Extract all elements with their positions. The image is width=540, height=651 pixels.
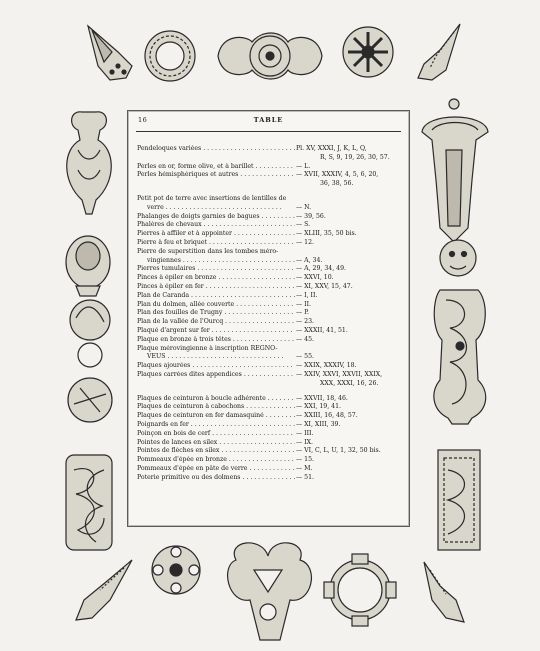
entry-label: Perles en or, forme olive, et à barillet . . . — [137, 163, 295, 172]
index-entry — [137, 465, 403, 474]
table-panel — [127, 110, 410, 527]
entry-plate-reference: Pl. XV, XXXI, J, K, L, Q, — [296, 145, 367, 152]
entry-label: Plaques de ceinturon à boucle adhérente . . . — [137, 395, 295, 404]
index-entry — [137, 180, 403, 189]
entry-plate-reference: — M. — [296, 464, 313, 472]
index-entry — [137, 274, 403, 283]
entry-label: Pommeaux d'épée en pâte de verre . . . — [137, 465, 295, 474]
entry-label: Plaques ajourées . . . — [137, 362, 295, 371]
entry-plate-reference: — 55. — [296, 353, 314, 361]
rect-plaque-right — [438, 450, 480, 550]
entry-plate-reference: — III. — [296, 429, 314, 437]
entry-label: Phalanges de doigts garnies de bagues . . . — [137, 213, 295, 222]
entry-plate-reference: — P. — [296, 309, 310, 317]
entry-plate-reference: — XLIII, 35, 50 bis. — [296, 230, 357, 238]
entry-label: Pierre à feu et briquet . . . — [137, 239, 295, 248]
interlace-plaque-left — [66, 455, 112, 550]
index-entries — [137, 145, 403, 482]
index-entry — [137, 195, 403, 204]
page-header — [138, 116, 399, 128]
entry-plate-reference: — XI, XIII, 39. — [296, 420, 341, 428]
zoomorphic-fibula-left — [67, 112, 112, 214]
entry-plate-reference: — XXIII, 16, 48, 57. — [296, 412, 358, 420]
index-entry — [137, 221, 403, 230]
index-entry — [137, 439, 403, 448]
index-entry — [137, 336, 403, 345]
entry-plate-reference: — N. — [296, 203, 312, 211]
index-entry — [137, 412, 403, 421]
ring-brooch-top — [145, 31, 195, 81]
ring-frame-bottom — [324, 554, 396, 626]
entry-label: Plan des fouilles de Trugny . . . — [137, 309, 295, 318]
entry-plate-reference: — I, II. — [296, 291, 318, 299]
entry-label: Pinces à épiler en fer . . . — [137, 283, 295, 292]
index-entry — [137, 230, 403, 239]
index-entry — [137, 309, 403, 318]
index-entry — [137, 430, 403, 439]
arrowhead-pendant-top-left — [88, 26, 132, 80]
entry-plate-reference: — 12. — [296, 238, 314, 246]
entry-plate-reference: — XXXII, 41, 51. — [296, 326, 348, 334]
mask-head-right — [440, 240, 476, 276]
entry-plate-reference: 36, 38, 56. — [320, 180, 354, 188]
entry-plate-reference: — L. — [296, 162, 311, 170]
entry-label: Plaques de ceinturon en fer damasquiné . . . — [137, 412, 295, 421]
entry-label: Plan de la vallée de l'Ourcq . . . — [137, 318, 295, 327]
entry-label: Phalères de chevaux . . . — [137, 221, 295, 230]
entry-label: Pinces à épiler en bronze . . . — [137, 274, 295, 283]
entry-label: Pendeloques variées . . . — [137, 145, 295, 154]
entry-plate-reference: — XXVII, 18, 46. — [296, 394, 348, 402]
entry-label: Pommeaux d'épée en bronze . . . — [137, 456, 295, 465]
entry-plate-reference: — XXVI, 10. — [296, 274, 334, 282]
entry-label: Plaqué d'argent sur fer . . . — [137, 327, 295, 336]
page-title: TABLE — [253, 116, 284, 124]
index-entry — [137, 257, 403, 266]
entry-label: Pointes de lances en silex . . . — [137, 439, 295, 448]
entry-label: Pierres tumulaires . . . — [137, 265, 295, 274]
entry-plate-reference: XXX, XXXI, 16, 26. — [320, 379, 379, 387]
entry-plate-reference: — XXIX, XXXIV, 18. — [296, 362, 357, 370]
entry-label: Perles hémisphériques et autres . . . — [137, 171, 295, 180]
entry-label: VEUS . . . — [147, 353, 295, 362]
entry-plate-reference: — XVII, XXXIV, 4, 5, 6, 20, — [296, 171, 379, 179]
entry-label: Plaques carrées dites appendices . . . — [137, 371, 295, 380]
entry-plate-reference: — 45. — [296, 335, 314, 343]
index-entry — [137, 403, 403, 412]
index-entry — [137, 456, 403, 465]
index-entry — [137, 395, 403, 404]
index-entry — [137, 145, 403, 154]
index-entry — [137, 213, 403, 222]
triple-loop-ornament-bottom — [228, 543, 312, 640]
index-entry — [137, 248, 403, 257]
leaf-pendant-bottom-right — [424, 562, 464, 622]
index-entry — [137, 171, 403, 180]
index-entry — [137, 163, 403, 172]
entry-plate-reference: — XXIV, XXVI, XXVII, XXIX, — [296, 370, 383, 378]
index-entry — [137, 292, 403, 301]
entry-plate-reference: — VI, C, L, U, 1, 32, 50 bis. — [296, 447, 381, 455]
index-entry — [137, 204, 403, 213]
entry-plate-reference: — 39, 56. — [296, 212, 326, 220]
rosette-disc-top — [343, 27, 393, 77]
entry-label: Pierre de superstition dans les tombes méro- — [137, 247, 279, 255]
index-entry — [137, 353, 403, 362]
entry-label: Poterie primitive ou des dolmens . . . — [137, 474, 295, 483]
index-entry — [137, 301, 403, 310]
index-entry — [137, 371, 403, 380]
entry-label: Plan de Caranda . . . — [137, 292, 295, 301]
entry-plate-reference: R, S, 9, 19, 26, 30, 57. — [320, 153, 390, 161]
index-entry — [137, 327, 403, 336]
index-entry — [137, 447, 403, 456]
entry-label: Petit pot de terre avec insertions de lentilles de — [137, 194, 287, 202]
index-entry — [137, 474, 403, 483]
entry-label: Poinçon en bois de cerf . . . — [137, 430, 295, 439]
entry-plate-reference: — IX. — [296, 438, 313, 446]
index-entry — [137, 380, 403, 389]
entry-label: Plan du dolmen, allée couverte . . . — [137, 301, 295, 310]
entry-plate-reference: — S. — [296, 221, 311, 229]
arrowhead-bottom-left — [76, 560, 132, 620]
page-number: 16 — [138, 116, 148, 124]
entry-label: vingiennes . . . — [147, 257, 295, 266]
entry-plate-reference: — 23. — [296, 318, 314, 326]
index-entry — [137, 265, 403, 274]
index-entry — [137, 154, 403, 163]
header-rule — [136, 131, 401, 132]
chain-pendant-left — [68, 300, 112, 422]
index-entry — [137, 283, 403, 292]
entry-plate-reference: — A, 29, 34, 49. — [296, 265, 347, 273]
index-entry — [137, 239, 403, 248]
radiate-fibula-right — [422, 99, 488, 242]
index-entry — [137, 318, 403, 327]
entry-label: Plaque en bronze à trois têtes . . . — [137, 336, 295, 345]
interlace-plate-right — [434, 290, 486, 424]
entry-plate-reference: — XXI, 19, 41. — [296, 403, 341, 411]
entry-label: Pierres à affiler et à appointer . . . — [137, 230, 295, 239]
disc-brooch-top-center — [218, 33, 322, 79]
shell-buckle-left — [66, 236, 110, 296]
leaf-pendant-top-right — [418, 24, 460, 80]
entry-label: Plaques de ceinturon à cabochons . . . — [137, 403, 295, 412]
openwork-rosette-bottom — [152, 546, 200, 594]
entry-plate-reference: — II. — [296, 300, 312, 308]
entry-label: Pointes de flèches en silex . . . — [137, 447, 295, 456]
index-entry — [137, 421, 403, 430]
entry-plate-reference: — 15. — [296, 456, 314, 464]
index-entry — [137, 362, 403, 371]
entry-label: Poignards en fer . . . — [137, 421, 295, 430]
entry-plate-reference: — 51. — [296, 473, 314, 481]
entry-plate-reference: — A, 34. — [296, 256, 323, 264]
entry-label: verre . . . — [147, 204, 295, 213]
entry-plate-reference: — XI, XXV, 15, 47. — [296, 282, 353, 290]
index-entry — [137, 345, 403, 354]
entry-label: Plaque mérovingienne à inscription REGNO- — [137, 344, 278, 352]
